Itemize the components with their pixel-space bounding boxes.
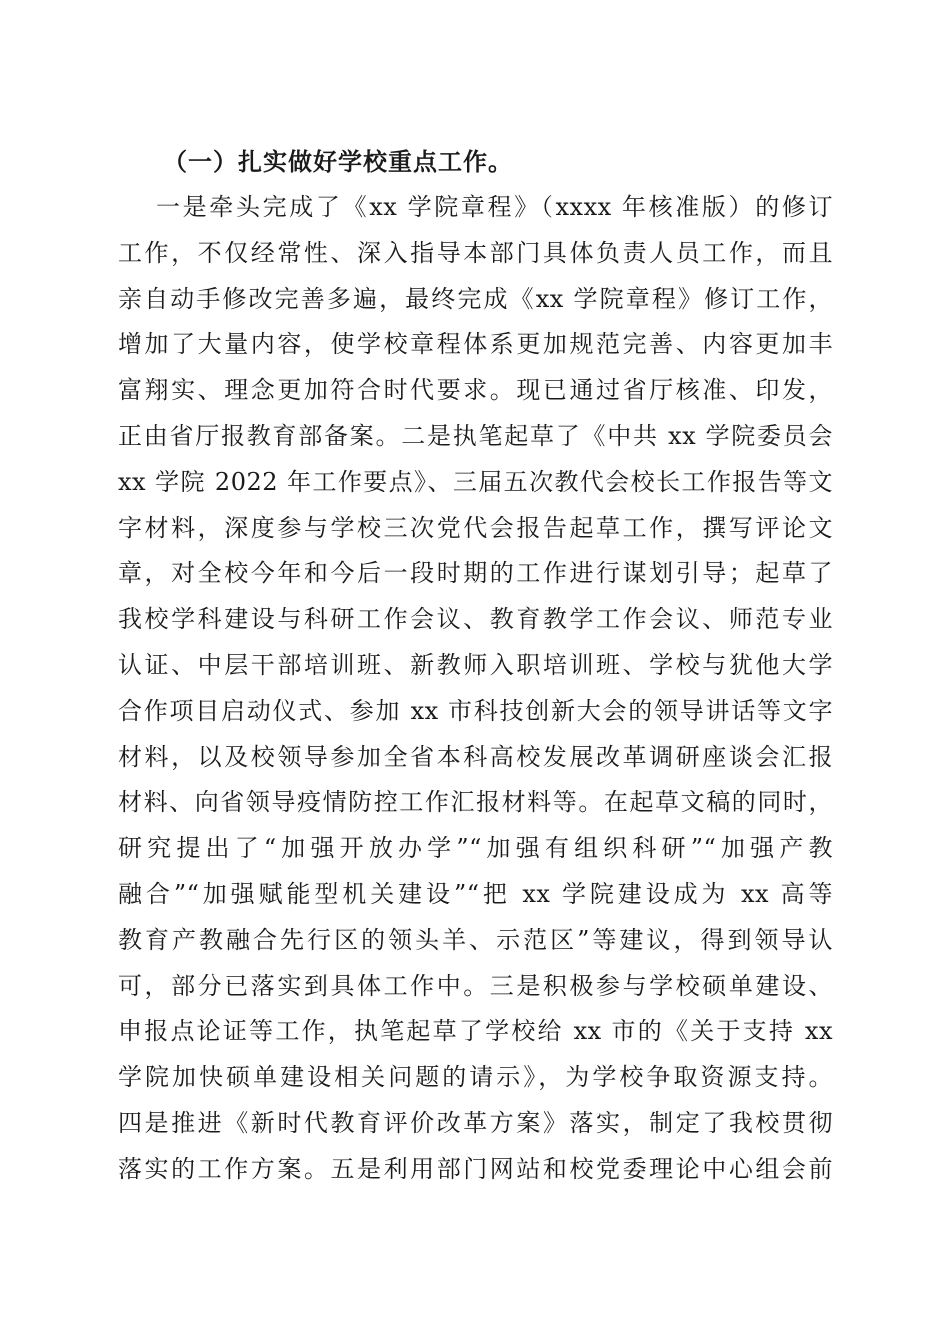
paragraph-line: 申报点论证等工作，执笔起草了学校给 xx 市的《关于支持 xx <box>118 1017 833 1046</box>
body-paragraph <box>118 185 833 1193</box>
paragraph-line: 工作，不仅经常性、深入指导本部门具体负责人员工作，而且 <box>118 238 833 267</box>
section-heading: （一）扎实做好学校重点工作。 <box>163 147 513 176</box>
paragraph-line: 正由省厅报教育部备案。二是执笔起草了《中共 xx 学院委员会 <box>118 421 833 450</box>
paragraph-line: 字材料，深度参与学校三次党代会报告起草工作，撰写评论文 <box>118 513 833 542</box>
paragraph-line: 落实的工作方案。五是利用部门网站和校党委理论中心组会前 <box>118 1154 833 1183</box>
paragraph-line: 材料、向省领导疫情防控工作汇报材料等。在起草文稿的同时， <box>118 788 833 817</box>
paragraph-line: 材料，以及校领导参加全省本科高校发展改革调研座谈会汇报 <box>118 742 833 771</box>
paragraph-line: 四是推进《新时代教育评价改革方案》落实，制定了我校贯彻 <box>118 1108 833 1137</box>
paragraph-line: 教育产教融合先行区的领头羊、示范区”等建议，得到领导认 <box>118 925 833 954</box>
paragraph-line: 我校学科建设与科研工作会议、教育教学工作会议、师范专业 <box>118 605 833 634</box>
paragraph-line: 亲自动手修改完善多遍，最终完成《xx 学院章程》修订工作， <box>118 284 833 313</box>
paragraph-line: 合作项目启动仪式、参加 xx 市科技创新大会的领导讲话等文字 <box>118 696 833 725</box>
paragraph-line: 研究提出了“加强开放办学”“加强有组织科研”“加强产教 <box>118 834 833 863</box>
paragraph-line: 章，对全校今年和今后一段时期的工作进行谋划引导；起草了 <box>118 559 833 588</box>
paragraph-line: 学院加快硕单建设相关问题的请示》，为学校争取资源支持。 <box>118 1063 833 1092</box>
paragraph-line: 一是牵头完成了《xx 学院章程》（xxxx 年核准版）的修订 <box>156 193 833 221</box>
paragraph-line: 认证、中层干部培训班、新教师入职培训班、学校与犹他大学 <box>118 650 833 679</box>
paragraph-line: 富翔实、理念更加符合时代要求。现已通过省厅核准、印发， <box>118 376 833 405</box>
paragraph-line: 可，部分已落实到具体工作中。三是积极参与学校硕单建设、 <box>118 971 833 1000</box>
paragraph-line: xx 学院 2022 年工作要点》、三届五次教代会校长工作报告等文 <box>118 467 833 496</box>
paragraph-line: 融合”“加强赋能型机关建设”“把 xx 学院建设成为 xx 高等 <box>118 879 833 908</box>
paragraph-line: 增加了大量内容，使学校章程体系更加规范完善、内容更加丰 <box>118 330 833 359</box>
